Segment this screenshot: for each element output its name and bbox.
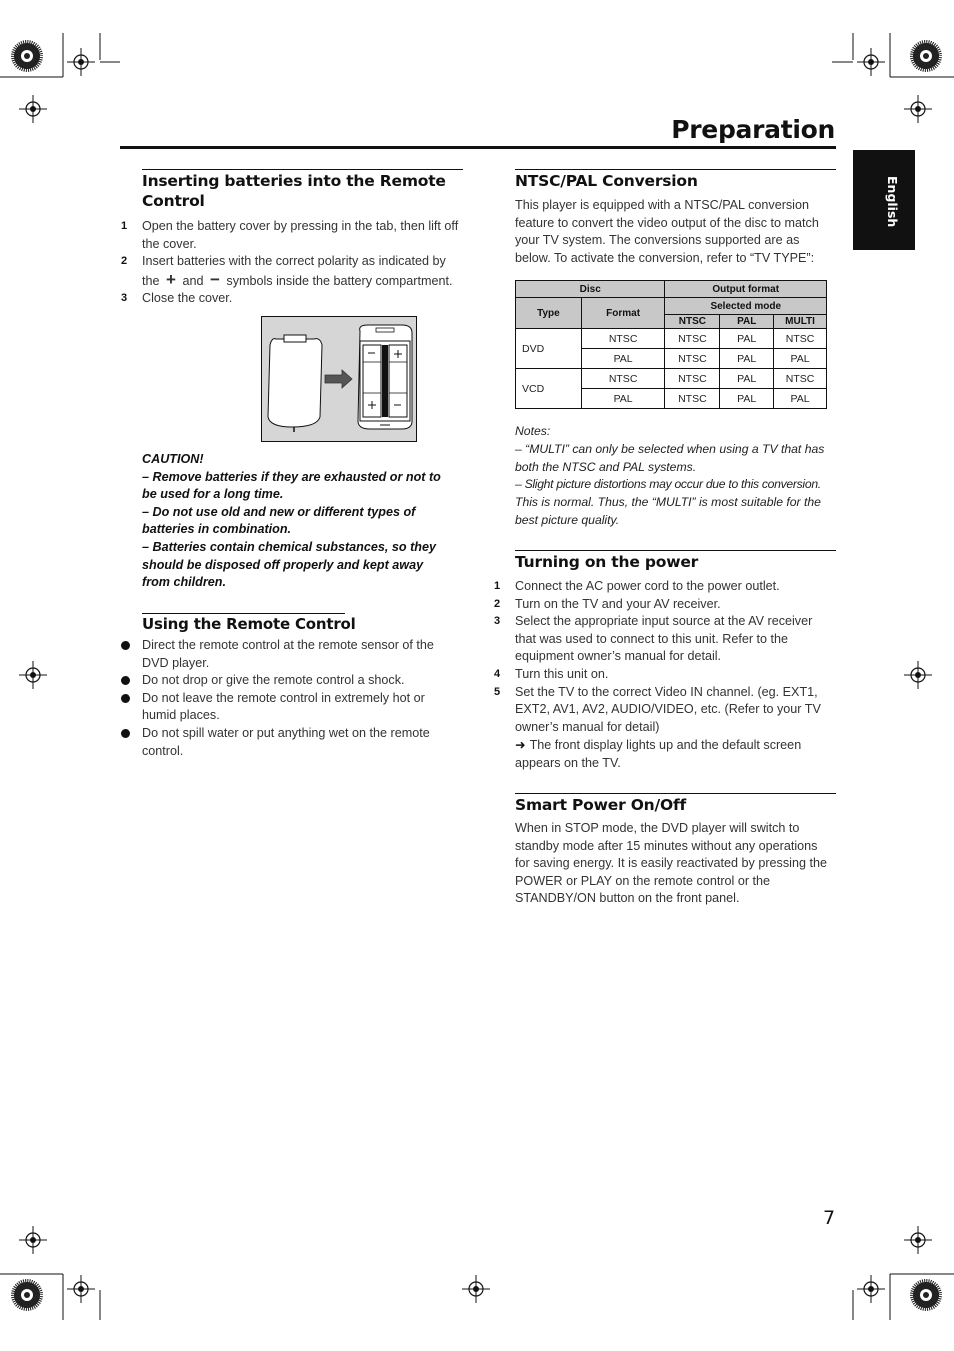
caution-title: CAUTION! — [142, 452, 204, 466]
table-row — [516, 369, 827, 389]
power-step-2: 2 Turn on the TV and your AV receiver. — [494, 596, 721, 611]
table-cell: NTSC — [581, 369, 665, 389]
bullet-icon — [121, 694, 130, 703]
conversion-table — [515, 280, 827, 409]
table-cell: PAL — [774, 389, 827, 409]
batteries-step-2: 2 Insert batteries with the correct polarity as indicated by the + and − symbols inside the battery compartment. — [121, 254, 453, 289]
language-tab-label: English — [885, 176, 900, 228]
table-cell: NTSC — [581, 329, 665, 349]
table-cell: PAL — [720, 349, 774, 369]
smart-body: When in STOP mode, the DVD player will switch to standby mode after 15 minutes without any operations for saving energy. It is easily reactivated by pressing the POWER or PLAY on the remote control or the STANDBY/ON button on the front panel. — [515, 821, 827, 906]
power-step-1: 1 Connect the AC power cord to the power outlet. — [494, 579, 780, 593]
ntsc-heading: NTSC/PAL Conversion — [515, 172, 698, 190]
power-step-3: 3 Select the appropriate input source at the AV receiver that was used to connect to this unit. Refer to the equipment owner’s manual for detail. — [494, 614, 813, 664]
ntsc-heading-rule — [515, 169, 836, 170]
power-step-5: 5 Set the TV to the correct Video IN channel. (eg. EXT1, EXT2, AV1, AV2, AUDIO/VIDEO, etc. (Refer to your TV owner’s manual for detail) ➜ The front display lights up and the default screen appears on the TV. — [494, 684, 821, 770]
header-rule — [120, 146, 836, 149]
language-tab — [853, 150, 915, 250]
smart-heading: Smart Power On/Off — [515, 796, 687, 814]
ntsc-intro: This player is equipped with a NTSC/PAL conversion feature to convert the video output of the disc to match your TV system. The conversions supported are as below. To activate the conversion, refer to “TV TYPE”: — [515, 198, 819, 265]
page-number: 7 — [823, 1207, 836, 1229]
notes-title: Notes: — [515, 424, 551, 438]
table-cell: NTSC — [665, 389, 720, 409]
page-title: Preparation — [671, 115, 835, 144]
table-cell: NTSC — [774, 329, 827, 349]
table-cell: PAL — [720, 329, 774, 349]
batteries-step-1: 1 Open the battery cover by pressing in the tab, then lift off the cover. — [121, 219, 459, 251]
list-item: Direct the remote control at the remote sensor of the DVD player. — [121, 637, 466, 672]
bullet-icon — [121, 676, 130, 685]
caution-block: CAUTION! – Remove batteries if they are exhausted or not to be used for a long time. – Do not use old and new or different types of batteries in combination. – Batteries contain chemical substances, so they should be disposed off properly and kept away from children. — [142, 451, 467, 592]
table-cell: PAL — [581, 349, 665, 369]
table-header-format: Format — [581, 298, 665, 329]
minus-symbol: − — [209, 269, 220, 289]
power-step-4: 4 Turn this unit on. — [494, 666, 609, 681]
table-header-mode: MULTI — [774, 315, 827, 329]
plus-symbol: + — [166, 269, 176, 289]
bullet-icon — [121, 729, 130, 738]
ntsc-notes: Notes: – “MULTI” can only be selected when using a TV that has both the NTSC and PAL systems. – Slight picture distortions may occur due to this conversion. This is normal. Thus, the “MULTI” is most suitable for the best picture quality. — [515, 423, 845, 530]
table-cell: NTSC — [665, 369, 720, 389]
batteries-step-3: 3 Close the cover. — [121, 291, 233, 306]
table-header-disc: Disc — [516, 281, 665, 298]
smart-heading-rule — [515, 793, 836, 794]
table-cell-type: DVD — [516, 329, 582, 369]
table-header-output-format: Output format — [665, 281, 827, 298]
arrow-right-icon: ➜ — [515, 737, 526, 753]
table-cell: NTSC — [665, 329, 720, 349]
table-cell: PAL — [774, 349, 827, 369]
remote-heading-rule — [142, 613, 345, 614]
table-row — [516, 329, 827, 349]
battery-illustration — [261, 316, 417, 442]
table-header-type: Type — [516, 298, 582, 329]
batteries-heading: Inserting batteries into the Remote Control — [142, 172, 446, 210]
power-heading: Turning on the power — [515, 553, 699, 571]
remote-heading: Using the Remote Control — [142, 615, 356, 633]
table-header-selected-mode: Selected mode — [665, 298, 827, 315]
table-cell: NTSC — [774, 369, 827, 389]
table-header-mode: PAL — [720, 315, 774, 329]
table-cell: PAL — [581, 389, 665, 409]
table-header-mode: NTSC — [665, 315, 720, 329]
table-cell: PAL — [720, 389, 774, 409]
table-cell-type: VCD — [516, 369, 582, 409]
battery-diagram-icon — [262, 317, 416, 441]
remote-list — [121, 637, 466, 760]
list-item: Do not leave the remote control in extremely hot or humid places. — [121, 690, 466, 725]
power-steps — [494, 578, 839, 773]
bullet-icon — [121, 641, 130, 650]
table-cell: NTSC — [665, 349, 720, 369]
table-cell: PAL — [720, 369, 774, 389]
list-item: Do not spill water or put anything wet on the remote control. — [121, 725, 466, 760]
power-heading-rule — [515, 550, 836, 551]
batteries-heading-rule — [142, 169, 463, 170]
list-item: Do not drop or give the remote control a shock. — [121, 672, 466, 690]
batteries-steps — [121, 218, 466, 308]
